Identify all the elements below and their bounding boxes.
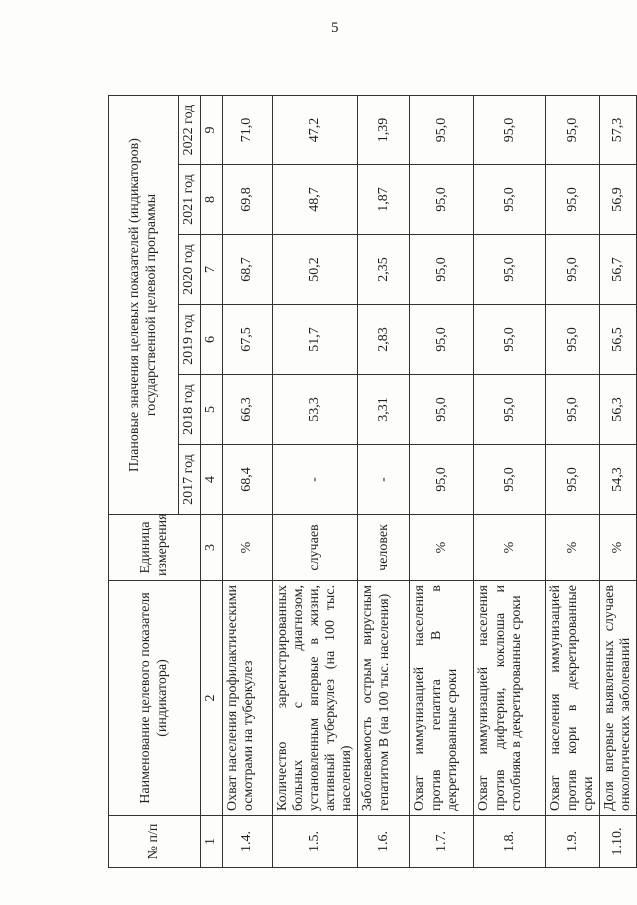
value-cell: 69,8 xyxy=(223,165,273,235)
row-number: 1.5. xyxy=(273,816,358,868)
value-cell: 2,35 xyxy=(358,235,410,305)
column-number: 3 xyxy=(201,515,223,581)
value-cell: 1,39 xyxy=(358,96,410,165)
header-num: № п/п xyxy=(109,816,201,868)
value-cell: 95,0 xyxy=(410,165,474,235)
column-number: 5 xyxy=(201,375,223,445)
column-number: 7 xyxy=(201,235,223,305)
value-cell: 95,0 xyxy=(410,375,474,445)
indicators-table xyxy=(108,95,637,868)
indicator-name: Охват иммунизацией населения против гепатита В в декретированные сроки xyxy=(410,581,474,816)
rotated-table-container xyxy=(108,96,633,868)
table-row xyxy=(474,96,546,868)
table-row xyxy=(358,96,410,868)
header-year: 2018 год xyxy=(179,375,201,445)
value-cell: 51,7 xyxy=(273,305,358,375)
value-cell: 95,0 xyxy=(546,165,599,235)
unit-cell: % xyxy=(410,515,474,581)
value-cell: 3,31 xyxy=(358,375,410,445)
indicator-name: Заболеваемость острым вирусным гепатитом В (на 100 тыс. населения) xyxy=(358,581,410,816)
table-row xyxy=(546,96,599,868)
value-cell: 56,5 xyxy=(599,305,636,375)
value-cell: 53,3 xyxy=(273,375,358,445)
header-year: 2021 год xyxy=(179,165,201,235)
value-cell: 66,3 xyxy=(223,375,273,445)
unit-cell: человек xyxy=(358,515,410,581)
value-cell: 95,0 xyxy=(474,165,546,235)
value-cell: 50,2 xyxy=(273,235,358,305)
header-year: 2020 год xyxy=(179,235,201,305)
value-cell: 95,0 xyxy=(546,445,599,515)
value-cell: 56,7 xyxy=(599,235,636,305)
value-cell: 95,0 xyxy=(546,96,599,165)
value-cell: 48,7 xyxy=(273,165,358,235)
value-cell: 95,0 xyxy=(546,305,599,375)
value-cell: 57,3 xyxy=(599,96,636,165)
value-cell: 54,3 xyxy=(599,445,636,515)
row-number: 1.7. xyxy=(410,816,474,868)
unit-cell: % xyxy=(223,515,273,581)
indicator-name: Количество зарегистрированных больных с диагнозом, установленным впервые в жизни, активный туберкулез (на 100 тыс. населения) xyxy=(273,581,358,816)
unit-cell: случаев xyxy=(273,515,358,581)
value-cell: 2,83 xyxy=(358,305,410,375)
value-cell: 68,4 xyxy=(223,445,273,515)
table-row xyxy=(599,96,636,868)
value-cell: 95,0 xyxy=(546,235,599,305)
indicator-name: Охват иммунизацией населения против дифтерии, коклюша и столбняка в декретированные сроки xyxy=(474,581,546,816)
value-cell: 95,0 xyxy=(474,96,546,165)
column-number: 9 xyxy=(201,96,223,165)
header-year: 2017 год xyxy=(179,445,201,515)
row-number: 1.9. xyxy=(546,816,599,868)
row-number: 1.4. xyxy=(223,816,273,868)
column-number: 6 xyxy=(201,305,223,375)
page-number: 5 xyxy=(331,20,339,36)
indicator-name: Охват населения иммунизацией против кори в декретированные сроки xyxy=(546,581,599,816)
column-number: 8 xyxy=(201,165,223,235)
value-cell: 47,2 xyxy=(273,96,358,165)
column-number: 4 xyxy=(201,445,223,515)
header-year: 2019 год xyxy=(179,305,201,375)
value-cell: 95,0 xyxy=(474,445,546,515)
value-cell: 95,0 xyxy=(410,235,474,305)
value-cell: 1,87 xyxy=(358,165,410,235)
header-unit: Единица измерения xyxy=(109,515,201,581)
value-cell: 56,3 xyxy=(599,375,636,445)
value-cell: 95,0 xyxy=(474,375,546,445)
table-row xyxy=(410,96,474,868)
unit-cell: % xyxy=(546,515,599,581)
value-cell: 95,0 xyxy=(546,375,599,445)
value-cell: 71,0 xyxy=(223,96,273,165)
table-row xyxy=(273,96,358,868)
value-cell: 95,0 xyxy=(474,235,546,305)
row-number: 1.6. xyxy=(358,816,410,868)
indicator-name: Охват населения профилактическими осмотрами на туберкулез xyxy=(223,581,273,816)
value-cell: 56,9 xyxy=(599,165,636,235)
header-plan: Плановые значения целевых показателей (индикаторов) государственной целевой программы xyxy=(109,96,179,515)
header-name: Наименование целевого показателя (индикатора) xyxy=(109,581,201,816)
row-number: 1.8. xyxy=(474,816,546,868)
table-row xyxy=(223,96,273,868)
row-number: 1.10. xyxy=(599,816,636,868)
header-year: 2022 год xyxy=(179,96,201,165)
column-number: 1 xyxy=(201,816,223,868)
column-number: 2 xyxy=(201,581,223,816)
unit-cell: % xyxy=(474,515,546,581)
value-cell: 95,0 xyxy=(410,445,474,515)
value-cell: 68,7 xyxy=(223,235,273,305)
value-cell: - xyxy=(273,445,358,515)
value-cell: 95,0 xyxy=(474,305,546,375)
unit-cell: % xyxy=(599,515,636,581)
indicator-name: Доля впервые выявленных случаев онкологических заболеваний xyxy=(599,581,636,816)
value-cell: 95,0 xyxy=(410,96,474,165)
value-cell: 67,5 xyxy=(223,305,273,375)
value-cell: 95,0 xyxy=(410,305,474,375)
value-cell: - xyxy=(358,445,410,515)
